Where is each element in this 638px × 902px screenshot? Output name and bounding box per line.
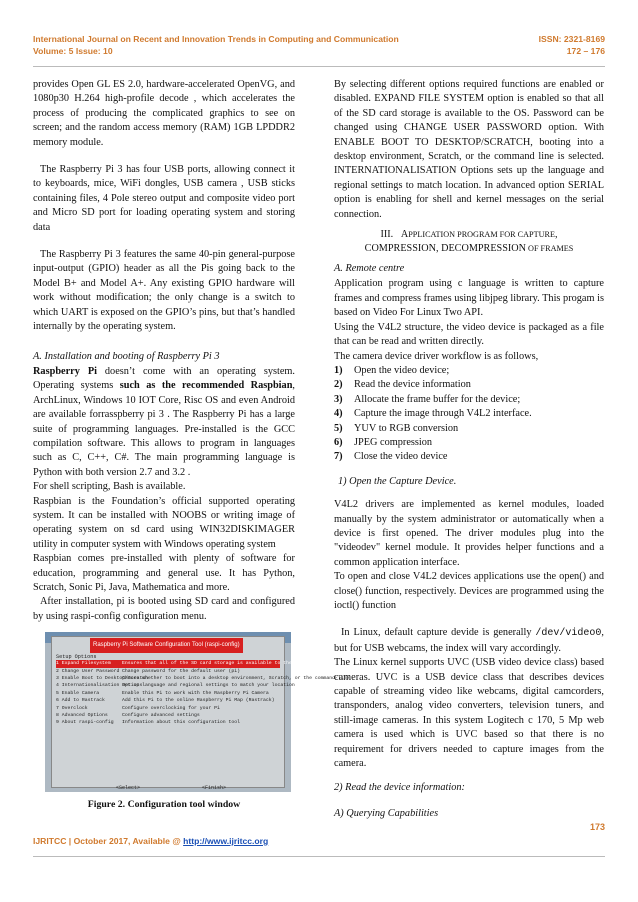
page-range: 172 – 176: [566, 46, 605, 56]
list-number: 4): [334, 408, 343, 420]
config-option-row: [56, 719, 280, 726]
config-option-name: 7 Overclock: [56, 705, 88, 711]
config-option-row: [56, 660, 301, 667]
list-number: 5): [334, 422, 343, 434]
config-option-description: Information about this configuration tool: [122, 720, 241, 726]
list-number: 3): [334, 393, 343, 405]
paragraph: Application program using c language is written to capture frames and compress frames using libjpeg library. This progam is based on Video For Linux Two API.: [334, 278, 604, 319]
list-number: 6): [334, 436, 343, 448]
finish-button: <Finish>: [202, 785, 227, 792]
config-option-name: 2 Change User Password: [56, 668, 120, 674]
config-option-description: Ensures that all of the SD card storage is available to the OS: [122, 661, 301, 667]
footer-rule: [33, 856, 605, 857]
config-option-name: 5 Enable Camera: [56, 690, 100, 696]
config-option-row: [56, 682, 295, 689]
paragraph: The Raspberry Pi 3 has four USB ports, allowing connect it to keyboards, mice, WiFi dongles, USB camera , USB sticks containing files, 4 Pole stereo output and composite video port and Micro SD port for loading operating system and storing data: [33, 164, 295, 233]
text-span: , ArchLinux, Windows 10 IOT Core, Risc OS and even Android are available forrasspberry pi 3 . The Raspberry Pi has a large suite of programming languages. Pre-installed is the GCC compilation software. This allows to program in languages such as C, C++, C#. The main programming language is Python with both version 2.7 and 3.2 .: [33, 380, 295, 478]
paragraph: provides Open GL ES 2.0, hardware-accelerated OpenVG, and 1080p30 H.264 high-profile decode , which accelerates the process of producing the complicated graphics to see on screen; and the random access memory (RAM) 1GB LPDDR2 memory module.: [33, 79, 295, 148]
page-number: 173: [589, 822, 605, 832]
right-column: [334, 78, 604, 822]
config-option-description: Change password for the default user (pi): [122, 668, 241, 674]
paragraph: Using the V4L2 structure, the video device is packaged as a file that can be read and written directly.: [334, 321, 604, 348]
section-number: III.: [380, 229, 394, 241]
config-option-description: Configure advanced settings: [122, 713, 200, 719]
paragraph: The Linux kernel supports UVC (USB video device class) based cameras. UVC is a USB device class that describes devices capable of streaming video like webcams, digital camcorders, transponders, analog video converters, television tuners, and still-image cameras. In this system Logitech c 170, 5 Mp web camera is used which is UVC based so that there is no requirement for drivers needed to capture images from the camera.: [334, 657, 604, 770]
config-option-name: 4 Internationalisation Options: [56, 683, 143, 689]
list-text: YUV to RGB conversion: [354, 422, 459, 434]
paragraph: After installation, pi is booted using SD card and configured by using raspi-config configuration menu.: [33, 596, 295, 622]
config-tool-screenshot: [45, 632, 350, 792]
config-option-name: 6 Add to Rastrack: [56, 698, 105, 704]
paragraph: Raspbian is the Foundation’s official supported operating system. It can be installed with NOOBS or writing image of operating system on sd card using WIN32DISKIMAGER utility in computer system with Windows operating system: [33, 495, 295, 550]
workflow-list: [334, 364, 604, 465]
list-item: [334, 450, 604, 464]
config-option-name: 8 Advanced Options: [56, 713, 108, 719]
volume-issue: Volume: 5 Issue: 10: [33, 46, 113, 56]
left-column: [33, 78, 350, 813]
config-options-list: [56, 660, 350, 727]
config-option-name: 1 Expand Filesystem: [56, 661, 111, 667]
list-item: [334, 364, 604, 378]
paragraph: [33, 365, 295, 480]
list-item: [334, 378, 604, 392]
select-button: <Select>: [116, 785, 141, 792]
issn: ISSN: 2321-8169: [538, 34, 605, 44]
paragraph: V4L2 drivers are implemented as kernel modules, loaded manually by the system administrator or automatically when a device is first opened. The driver modules plug into the "videodev" kernel module. It provides helper functions and a common application interface.: [334, 499, 604, 568]
header-rule: [33, 66, 605, 67]
subsection-heading: A. Installation and booting of Raspberry Pi 3: [33, 350, 220, 362]
config-option-description: Enable this Pi to work with the Raspberry Pi Camera: [122, 690, 269, 696]
list-text: Allocate the frame buffer for the device;: [354, 393, 521, 405]
code-path: /dev/video0: [535, 628, 602, 640]
paragraph: [334, 626, 604, 656]
section-title-part: COMPRESSION, DECOMPRESSION: [364, 243, 526, 255]
bold-text: such as the recommended Raspbian: [119, 380, 293, 392]
list-number: 7): [334, 451, 343, 463]
list-item: [334, 407, 604, 421]
list-text: Close the video device: [354, 451, 448, 463]
text-span: , but for USB webcams, the index will vary accordingly.: [334, 627, 604, 654]
config-option-row: [56, 712, 280, 719]
list-item: [334, 436, 604, 450]
list-item: [334, 393, 604, 407]
config-option-description: Add this Pi to the online Raspberry Pi Map (Rastrack): [122, 698, 275, 704]
subsection-heading: 2) Read the device information:: [334, 782, 465, 794]
config-option-description: Choose whether to boot into a desktop environment, Scratch, or the command-line: [122, 676, 350, 682]
config-window-title: Raspberry Pi Software Configuration Tool (raspi-config): [90, 638, 243, 652]
paragraph: To open and close V4L2 devices applications use the open() and close() function, respectively. Devices are programmed using the ioctl() function: [334, 571, 604, 611]
paragraph: The Raspberry Pi 3 features the same 40-pin general-purpose input-output (GPIO) header as all the Pis going back to the Model B+ and Model A+. Any existing GPIO hardware will work without modification; the only change is a switch to which UART is exposed on the GPIO’s pins, but that’s handled internally by the operating system.: [33, 249, 295, 333]
setup-options-label: Setup Options: [56, 654, 97, 661]
paragraph: Raspbian comes pre-installed with plenty of software for education, programming and general use. It has Python, Scratch, Sonic Pi, Java, Mathematica and more.: [33, 553, 295, 593]
section-heading: III. APPLICATION PROGRAM FOR CAPTURE, COMPRESSION, DECOMPRESSION OF FRAMES: [364, 229, 574, 255]
bold-text: Raspberry Pi: [33, 365, 97, 377]
list-text: Capture the image through V4L2 interface.: [354, 408, 532, 420]
list-text: Read the device information: [354, 379, 471, 391]
text-span: In Linux, default capture devide is generally: [341, 627, 536, 639]
list-number: 1): [334, 364, 343, 376]
config-option-row: [56, 690, 280, 697]
paragraph: For shell scripting, Bash is available.: [33, 481, 186, 493]
config-option-description: Configure overclocking for your Pi: [122, 705, 220, 711]
config-option-row: [56, 705, 280, 712]
section-title-initial: A: [400, 229, 409, 241]
config-option-row: [56, 675, 350, 682]
config-window: [51, 636, 350, 792]
journal-link[interactable]: http://www.ijritcc.org: [183, 836, 269, 846]
paragraph: By selecting different options required functions are enabled or disabled. EXPAND FILE SYSTEM option is enabled so that all of the SD card storage is available to the OS. Password can be changed using CHANGE USER PASSWORD option. With ENABLE BOOT TO DESKTOP/SCRATCH, booting into a desktop environment, Scratch, or the command line is selected. INTERNATIONALISATION Options sets up the language and regional settings to match location. In advanced option SERIAL option is enabling for shell and kernel messages on the serial connection.: [334, 79, 604, 220]
list-text: Open the video device;: [354, 364, 450, 376]
list-number: 2): [334, 379, 343, 391]
paragraph: The camera device driver workflow is as follows,: [334, 350, 539, 362]
section-title-part: OF FRAMES: [526, 244, 574, 254]
journal-title: International Journal on Recent and Innovation Trends in Computing and Communication: [33, 34, 399, 44]
subsection-heading: A. Remote centre: [334, 263, 405, 275]
footer: [33, 836, 268, 846]
text-span: doesn’t come with an operating system. Operating systems: [33, 365, 295, 392]
config-option-row: [56, 697, 280, 704]
list-item: [334, 422, 604, 436]
config-option-description: Set up language and regional settings to match your location: [122, 683, 295, 689]
footer-text: IJRITCC | October 2017, Available @: [33, 836, 184, 846]
section-title-part: PPLICATION PROGRAM FOR CAPTURE: [408, 230, 555, 240]
config-option-row: [56, 668, 280, 675]
list-text: JPEG compression: [354, 436, 433, 448]
config-option-name: 3 Enable Boot to Desktop/Scratch: [56, 676, 149, 682]
config-option-name: 9 About raspi-config: [56, 720, 114, 726]
figure-caption: Figure 2. Configuration tool window: [87, 799, 241, 811]
subsection-heading: 1) Open the Capture Device.: [338, 475, 457, 487]
subsection-heading: A) Querying Capabilities: [334, 807, 439, 819]
